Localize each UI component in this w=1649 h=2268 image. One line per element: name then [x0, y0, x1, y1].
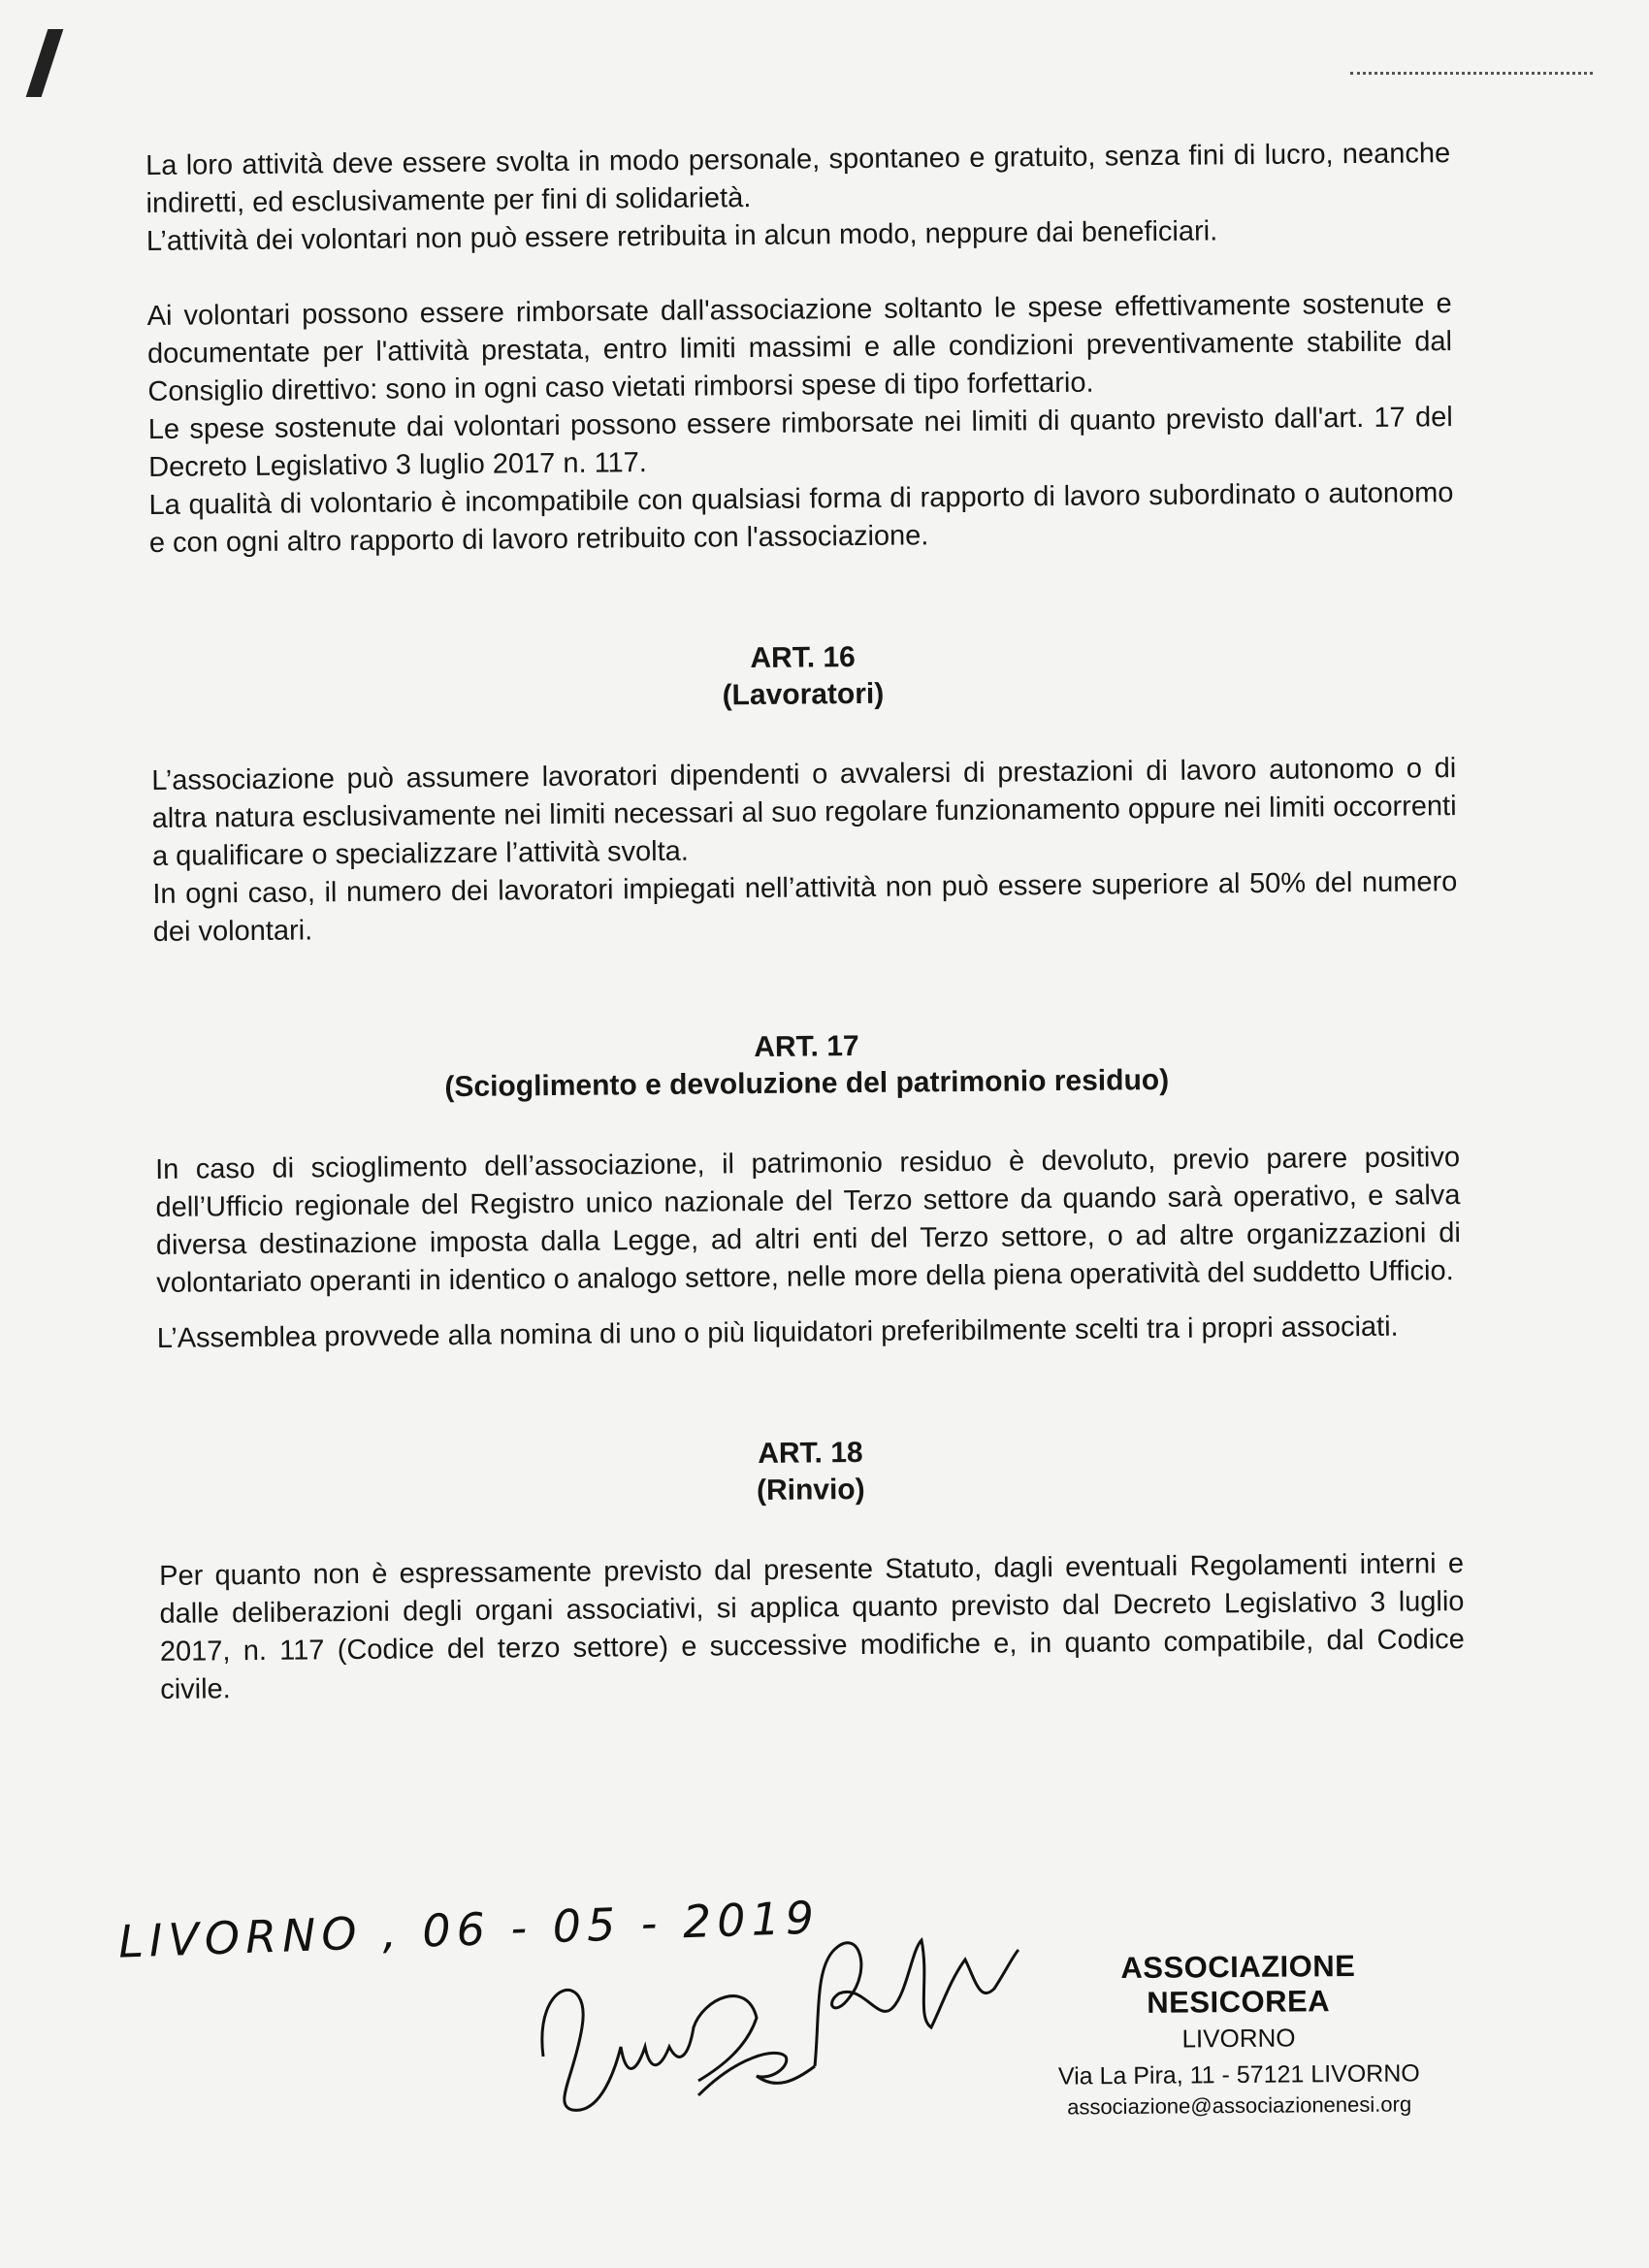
handwritten-signature: [524, 1911, 1028, 2124]
scan-corner-mark: [26, 29, 64, 97]
signature-date: LIVORNO , 06 - 05 - 2019: [117, 1891, 821, 1968]
paragraph: Per quanto non è espressamente previsto dal presente Statuto, dagli eventuali Regolamenti interni e dalle deliberazioni degli organi associativi, si applica quanto previsto dal Decreto Legislativo 3 luglio 2017, n. 117 (Codice del terzo settore) e successive modifiche e, in quanto compatibile, dal Codice civile.: [158, 1548, 1465, 1705]
article-heading: [154, 1022, 1460, 1109]
paragraph: La qualità di volontario è incompatibile con qualsiasi forma di rapporto di lavoro subordinato o autonomo e con ogni altro rapporto di lavoro retribuito con l'associazione.: [148, 477, 1454, 559]
article-heading: [158, 1429, 1464, 1515]
paragraph: L’Assemblea provvede alla nomina di uno o più liquidatori preferibilmente scelti tra i propri associati.: [156, 1311, 1399, 1354]
stamp-city: LIVORNO: [1181, 2023, 1296, 2054]
article-number: ART. 16: [750, 641, 856, 675]
paragraph: Ai volontari possono essere rimborsate dall'associazione soltanto le spese effettivamente sostenute e documentate per l'attività prestata, entro limiti massimi e alle condizioni preventivamente stabilite dal Consiglio direttivo: sono in ogni caso vietati rimborsi spese di tipo forfettario.: [146, 288, 1453, 407]
paragraph: In caso di scioglimento dell’associazione, il patrimonio residuo è devoluto, previo parere positivo dell’Ufficio regionale del Registro unico nazionale del Terzo settore da quando sarà operativo, e salva diversa destinazione imposta dalla Legge, ad altri enti del Terzo settore, o ad altre organizzazioni di volontariato operanti in identico o analogo settore, nelle more della piena operatività del suddetto Ufficio.: [154, 1142, 1461, 1299]
article-heading: [150, 633, 1456, 720]
stamp-email: associazione@associazionenesi.org: [1067, 2091, 1412, 2120]
article-number: ART. 17: [754, 1029, 859, 1064]
paragraph: L’attività dei volontari non può essere retribuita in alcun modo, neppure dai beneficiari.: [146, 215, 1218, 257]
article-title: (Scioglimento e devoluzione del patrimonio residuo): [444, 1063, 1170, 1104]
paragraph: L’associazione può assumere lavoratori dipendenti o avvalersi di prestazioni di lavoro autonomo o di altra natura esclusivamente nei limiti necessari al suo regolare funzionamento oppure nei limiti occorrenti a qualificare o specializzare l’attività svolta.: [151, 753, 1457, 872]
article-title: (Lavoratori): [722, 677, 885, 712]
scan-top-rule: [1350, 72, 1593, 78]
article-number: ART. 18: [758, 1436, 863, 1471]
paragraph: In ogni caso, il numero dei lavoratori impiegati nell’attività non può essere superiore al 50% del numero dei volontari.: [152, 866, 1458, 948]
paragraph: Le spese sostenute dai volontari possono essere rimborsate nei limiti di quanto previsto dall'art. 17 del Decreto Legislativo 3 luglio 2017 n. 117.: [147, 402, 1453, 483]
stamp-address: Via La Pira, 11 - 57121 LIVORNO: [1057, 2059, 1420, 2090]
stamp-name: ASSOCIAZIONE NESICOREA: [1120, 1948, 1356, 2020]
statute-body: [146, 135, 1465, 1709]
paragraph: La loro attività deve essere svolta in modo personale, spontaneo e gratuito, senza fini di lucro, neanche indiretti, ed esclusivamente per fini di solidarietà.: [146, 138, 1451, 219]
association-stamp: [1049, 1948, 1429, 2120]
article-title: (Rinvio): [756, 1473, 865, 1507]
